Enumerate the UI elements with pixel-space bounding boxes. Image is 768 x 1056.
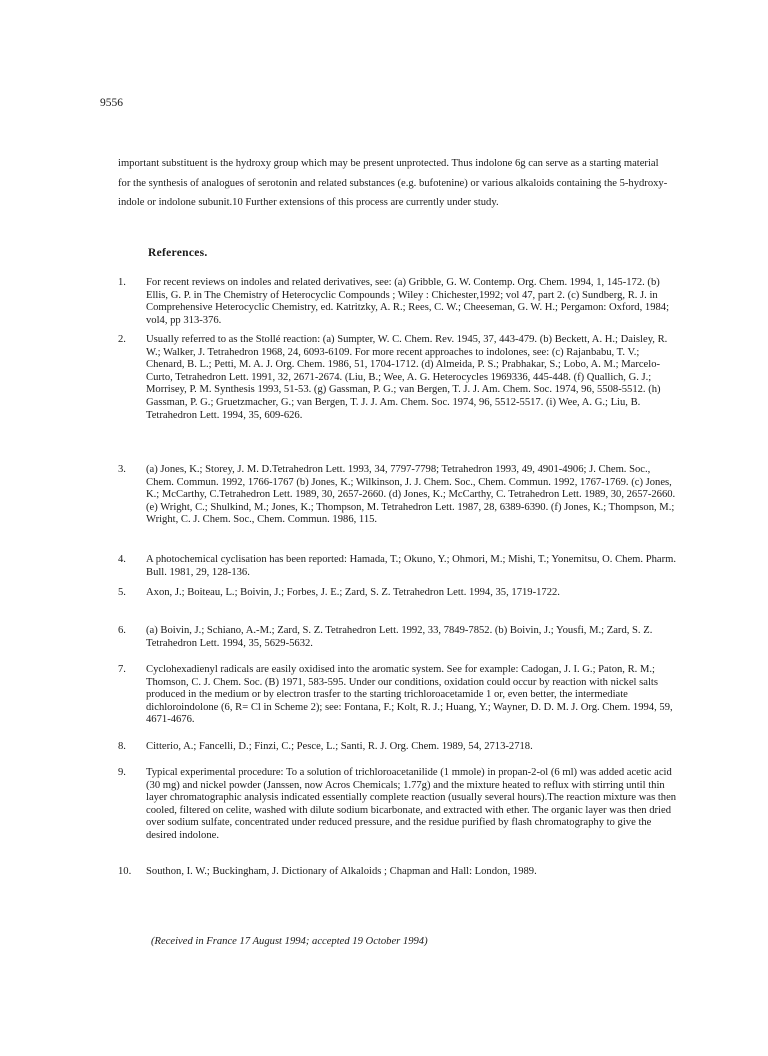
reference-item-1: [118, 277, 678, 327]
intro-paragraph: important substituent is the hydroxy group which may be present unprotected. Thus indolone 6g can serve as a starting material for the synthesis of analogues of serotonin and related substances (e.g. bufotenine) or various alkaloids containing the 5-hydroxy-indole or indolone subunit.10 Further extensions of this process are currently under study.: [118, 158, 668, 209]
reference-number: 4.: [118, 554, 126, 565]
reference-text: Citterio, A.; Fancelli, D.; Finzi, C.; Pesce, L.; Santi, R. J. Org. Chem. 1989, 54, 2713-2718.: [146, 741, 533, 752]
reference-item-3: [118, 464, 678, 527]
reference-text: Southon, I. W.; Buckingham, J. Dictionary of Alkaloids ; Chapman and Hall: London, 1989.: [146, 866, 537, 877]
reference-item-6: [118, 625, 678, 650]
reference-number: 9.: [118, 767, 126, 778]
reference-number: 1.: [118, 277, 126, 288]
reference-item-10: [118, 866, 678, 879]
reference-item-7: [118, 664, 678, 727]
reference-text: Axon, J.; Boiteau, L.; Boivin, J.; Forbes, J. E.; Zard, S. Z. Tetrahedron Lett. 1994, 35, 1719-1722.: [146, 587, 560, 598]
reference-item-2: [118, 334, 678, 422]
reference-number: 6.: [118, 625, 126, 636]
reference-text: For recent reviews on indoles and related derivatives, see: (a) Gribble, G. W. Contemp. Org. Chem. 1994, 1, 145-172. (b) Ellis, G. P. in The Chemistry of Heterocyclic Compounds ; Wiley : Chichester,1992; vol 47, part 2. (c) Sundberg, R. J. in Comprehensive Heterocyclic Chemistry, ed. Katritzky, A. R.; Rees, C. W.; Cheeseman, G. W. H.; Pergamon: Oxford, 1984; vol4, pp 313-376.: [146, 277, 670, 326]
reference-text: (a) Boivin, J.; Schiano, A.-M.; Zard, S. Z. Tetrahedron Lett. 1992, 33, 7849-7852. (b) Boivin, J.; Yousfi, M.; Zard, S. Z. Tetrahedron Lett. 1994, 35, 5629-5632.: [146, 625, 653, 649]
reference-number: 7.: [118, 664, 126, 675]
received-accepted-dates: (Received in France 17 August 1994; accepted 19 October 1994): [151, 936, 428, 947]
reference-text: (a) Jones, K.; Storey, J. M. D.Tetrahedron Lett. 1993, 34, 7797-7798; Tetrahedron 1993, 49, 4901-4906; J. Chem. Soc., Chem. Commun. 1992, 1766-1767 (b) Jones, K.; Wilkinson, J. J. Chem. Soc., Chem. Commun. 1992, 1767-1769. (c) Jones, K.; McCarthy, C.Tetrahedron Lett. 1989, 30, 2657-2660. (d) Jones, K.; McCarthy, C. Tetrahedron Lett. 1989, 30, 2657-2660. (e) Wright, C.; Shulkind, M.; Jones, K.; Thompson, M. Tetrahedron Lett. 1987, 28, 6389-6390. (f) Jones, K.; Thompson, M.; Wright, C. J. Chem. Soc., Chem. Commun. 1986, 115.: [146, 464, 676, 526]
references-heading: References.: [148, 247, 208, 259]
reference-item-4: [118, 554, 678, 579]
reference-item-8: [118, 741, 678, 754]
reference-number: 8.: [118, 741, 126, 752]
reference-text: A photochemical cyclisation has been reported: Hamada, T.; Okuno, Y.; Ohmori, M.; Mishi, T.; Yonemitsu, O. Chem. Pharm. Bull. 1981, 29, 128-136.: [146, 554, 677, 578]
reference-number: 5.: [118, 587, 126, 598]
reference-text: Typical experimental procedure: To a solution of trichloroacetanilide (1 mmole) in propan-2-ol (6 ml) was added acetic acid (30 mg) and nickel powder (Janssen, now Acros Chemicals; 1.77g) and the mixture heated to reflux with stirring until thin layer chromatographic analysis indicated essentially complete reaction (usually several hours).The reaction mixture was then cooled, filtered on celite, washed with dilute sodium bicarbonate, and extracted with ether. The organic layer was then dried over sodium sulfate, concentrated under reduced pressure, and the residue purified by flash chromatography to give the desired indolone.: [146, 767, 677, 841]
reference-number: 2.: [118, 334, 126, 345]
intro-paragraph-block: [118, 154, 673, 213]
reference-number: 3.: [118, 464, 126, 475]
reference-item-5: [118, 587, 678, 600]
reference-text: Usually referred to as the Stollé reaction: (a) Sumpter, W. C. Chem. Rev. 1945, 37, 443-479. (b) Beckett, A. H.; Daisley, R. W.; Walker, J. Tetrahedron 1968, 24, 6093-6109. For more recent approaches to indolones, see: (c) Rajanbabu, T. V.; Chenard, B. L.; Petti, M. A. J. Org. Chem. 1986, 51, 1704-1712. (d) Almeida, P. S.; Prabhakar, S.; Lobo, A. M.; Marcelo-Curto, Tetrahedron Lett. 1991, 32, 2671-2674. (Liu, B.; Wee, A. G. Heterocycles 1969336, 445-448. (f) Quallich, G. J.; Morrisey, P. M. Synthesis 1993, 51-53. (g) Gassman, P. G.; van Bergen, T. J. J. Am. Chem. Soc. 1974, 96, 5508-5512. (h) Gassman, P. G.; Gruetzmacher, G.; van Bergen, T. J. J. Am. Chem. Soc. 1974, 96, 5512-5517. (i) Wee, A. G.; Liu, B. Tetrahedron Lett. 1994, 35, 609-626.: [146, 334, 668, 421]
reference-number: 10.: [118, 866, 132, 877]
reference-item-9: [118, 767, 678, 843]
reference-text: Cyclohexadienyl radicals are easily oxidised into the aromatic system. See for example: Cadogan, J. I. G.; Paton, R. M.; Thomson, C. J. Chem. Soc. (B) 1971, 583-595. Under our conditions, oxidation could occur by reaction with nickel salts produced in the medium or by electron trasfer to the starting trichloroacetamide 1 or, even better, the intermediate dichloroindolone (6, R= Cl in Scheme 2); see: Fontana, F.; Kolt, R. J.; Huang, Y.; Wayner, D. D. M. J. Org. Chem. 1994, 59, 4671-4676.: [146, 664, 673, 726]
page-number: 9556: [100, 97, 123, 109]
